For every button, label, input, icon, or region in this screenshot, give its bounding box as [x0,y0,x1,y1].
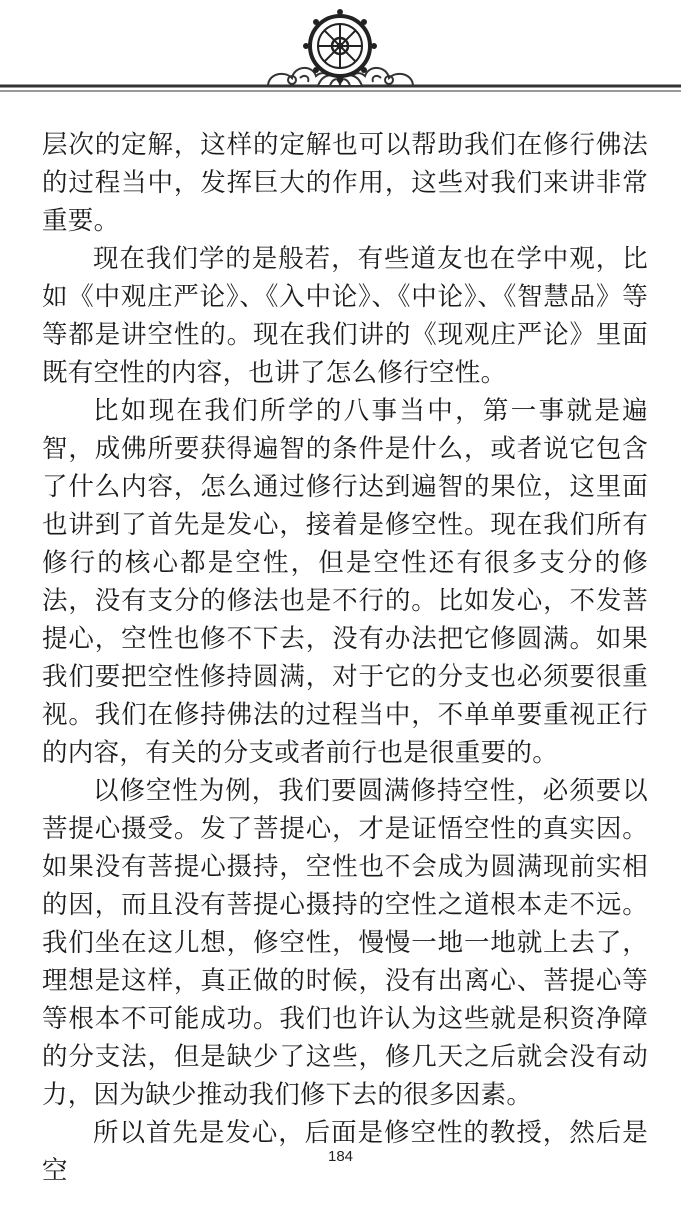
paragraph: 现在我们学的是般若，有些道友也在学中观，比如《中观庄严论》、《入中论》、《中论》、《智慧品》等等都是讲空性的。现在我们讲的《现观庄严论》里面既有空性的内容，也讲了怎么修行空性。 [42,244,648,388]
page-header [0,0,681,110]
dharma-wheel-icon [303,9,377,83]
paragraph: 以修空性为例，我们要圆满修持空性，必须要以菩提心摄受。发了菩提心，才是证悟空性的真实因。如果没有菩提心摄持，空性也不会成为圆满现前实相的因，而且没有菩提心摄持的空性之道根本走不远。我们坐在这儿想，修空性，慢慢一地一地就上去了，理想是这样，真正做的时候，没有出离心、菩提心等等根本不可能成功。我们也许认为这些就是积资净障的分支法，但是缺少了这些，修几天之后就会没有动力，因为缺少推动我们修下去的很多因素。 [42,776,648,1110]
header-ornament [0,0,681,110]
paragraph-continued: 层次的定解，这样的定解也可以帮助我们在修行佛法的过程当中，发挥巨大的作用，这些对我们来讲非常重要。 [42,130,648,236]
paragraph: 所以首先是发心，后面是修空性的教授，然后是空 [42,1118,648,1186]
paragraph: 比如现在我们所学的八事当中，第一事就是遍智，成佛所要获得遍智的条件是什么，或者说它包含了什么内容，怎么通过修行达到遍智的果位，这里面也讲到了首先是发心，接着是修空性。现在我们所有修行的核心都是空性，但是空性还有很多支分的修法，没有支分的修法也是不行的。比如发心，不发菩提心，空性也修不下去，没有办法把它修圆满。如果我们要把空性修持圆满，对于它的分支也必须要很重视。我们在修持佛法的过程当中，不单单要重视正行的内容，有关的分支或者前行也是很重要的。 [42,396,648,768]
page-number: 184 [327,1148,354,1165]
page-body [42,126,648,1190]
